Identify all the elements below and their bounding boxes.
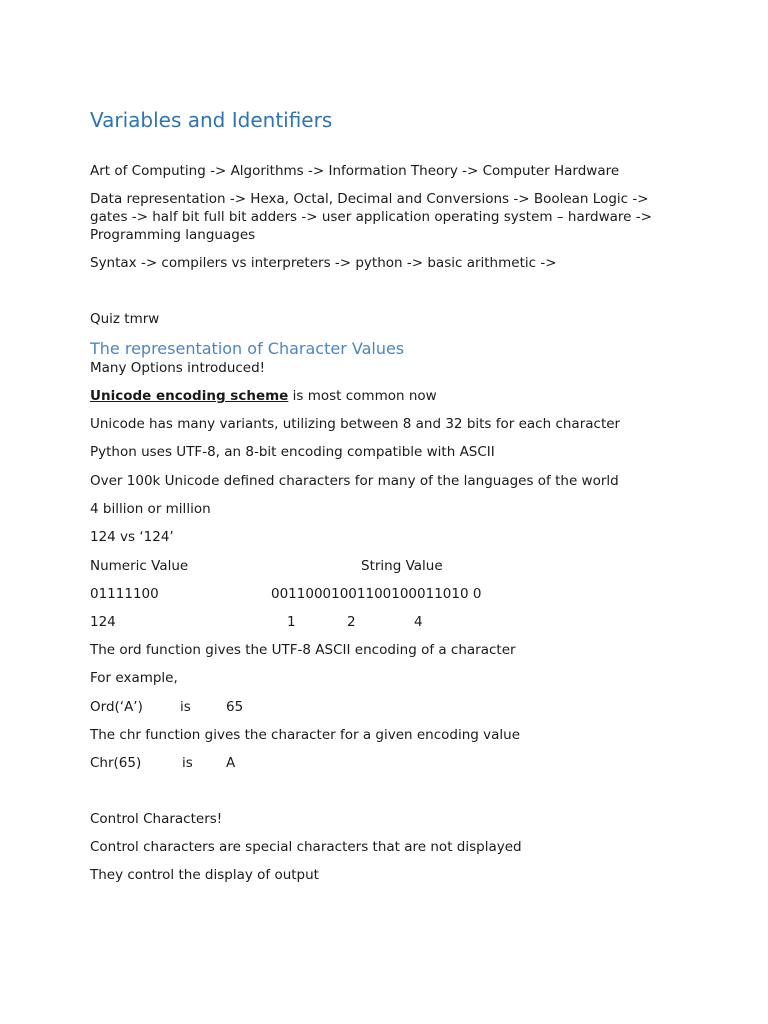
string-digit-1: 1: [287, 614, 296, 630]
numeric-decimal: 124: [90, 614, 116, 630]
quiz-note: Quiz tmrw: [90, 311, 160, 327]
page-title: Variables and Identifiers: [90, 108, 333, 132]
control-line-3: They control the display of output: [90, 867, 319, 883]
unicode-rest: is most common now: [288, 388, 437, 404]
numeric-value-header: Numeric Value: [90, 558, 189, 574]
chr-expression: Chr(65): [90, 755, 142, 771]
intro-line-1: Art of Computing -> Algorithms -> Information Theory -> Computer Hardware: [90, 163, 620, 179]
value-table-binary-row: [90, 585, 690, 603]
numeric-binary: 01111100: [90, 586, 159, 602]
ord-is: is: [180, 699, 191, 715]
chr-result: A: [226, 755, 236, 771]
ord-result: 65: [226, 699, 244, 715]
intro-line-2: Data representation -> Hexa, Octal, Decimal and Conversions -> Boolean Logic -> gates -> half bit full bit adders -> user application operating system – hardware -> Programming languages: [90, 191, 652, 243]
unicode-emphasis: Unicode encoding scheme: [90, 388, 289, 404]
ord-expression: Ord(‘A’): [90, 699, 143, 715]
body-line-1: Unicode has many variants, utilizing between 8 and 32 bits for each character: [90, 416, 621, 432]
ord-line-2: For example,: [90, 670, 178, 686]
string-digit-2: 2: [347, 614, 356, 630]
options-line: Many Options introduced!: [90, 360, 266, 376]
section-heading: The representation of Character Values: [90, 339, 405, 358]
control-line-1: Control Characters!: [90, 811, 223, 827]
body-line-3: Over 100k Unicode defined characters for many of the languages of the world: [90, 473, 619, 489]
control-line-2: Control characters are special characters that are not displayed: [90, 839, 522, 855]
chr-example: [90, 754, 690, 772]
string-digit-3: 4: [414, 614, 423, 630]
ord-line-1: The ord function gives the UTF-8 ASCII encoding of a character: [90, 642, 516, 658]
body-line-5: 124 vs ‘124’: [90, 529, 174, 545]
chr-line: The chr function gives the character for a given encoding value: [90, 727, 521, 743]
chr-is: is: [182, 755, 193, 771]
unicode-line: [90, 387, 437, 405]
value-table-decimal-row: [90, 613, 690, 631]
body-line-4: 4 billion or million: [90, 501, 211, 517]
value-table-header: [90, 557, 690, 575]
ord-example: [90, 698, 690, 716]
intro-line-3: Syntax -> compilers vs interpreters -> python -> basic arithmetic ->: [90, 255, 557, 271]
string-binary: 00110001001100100011010 0: [271, 586, 482, 602]
body-line-2: Python uses UTF-8, an 8-bit encoding compatible with ASCII: [90, 444, 495, 460]
string-value-header: String Value: [361, 558, 443, 574]
